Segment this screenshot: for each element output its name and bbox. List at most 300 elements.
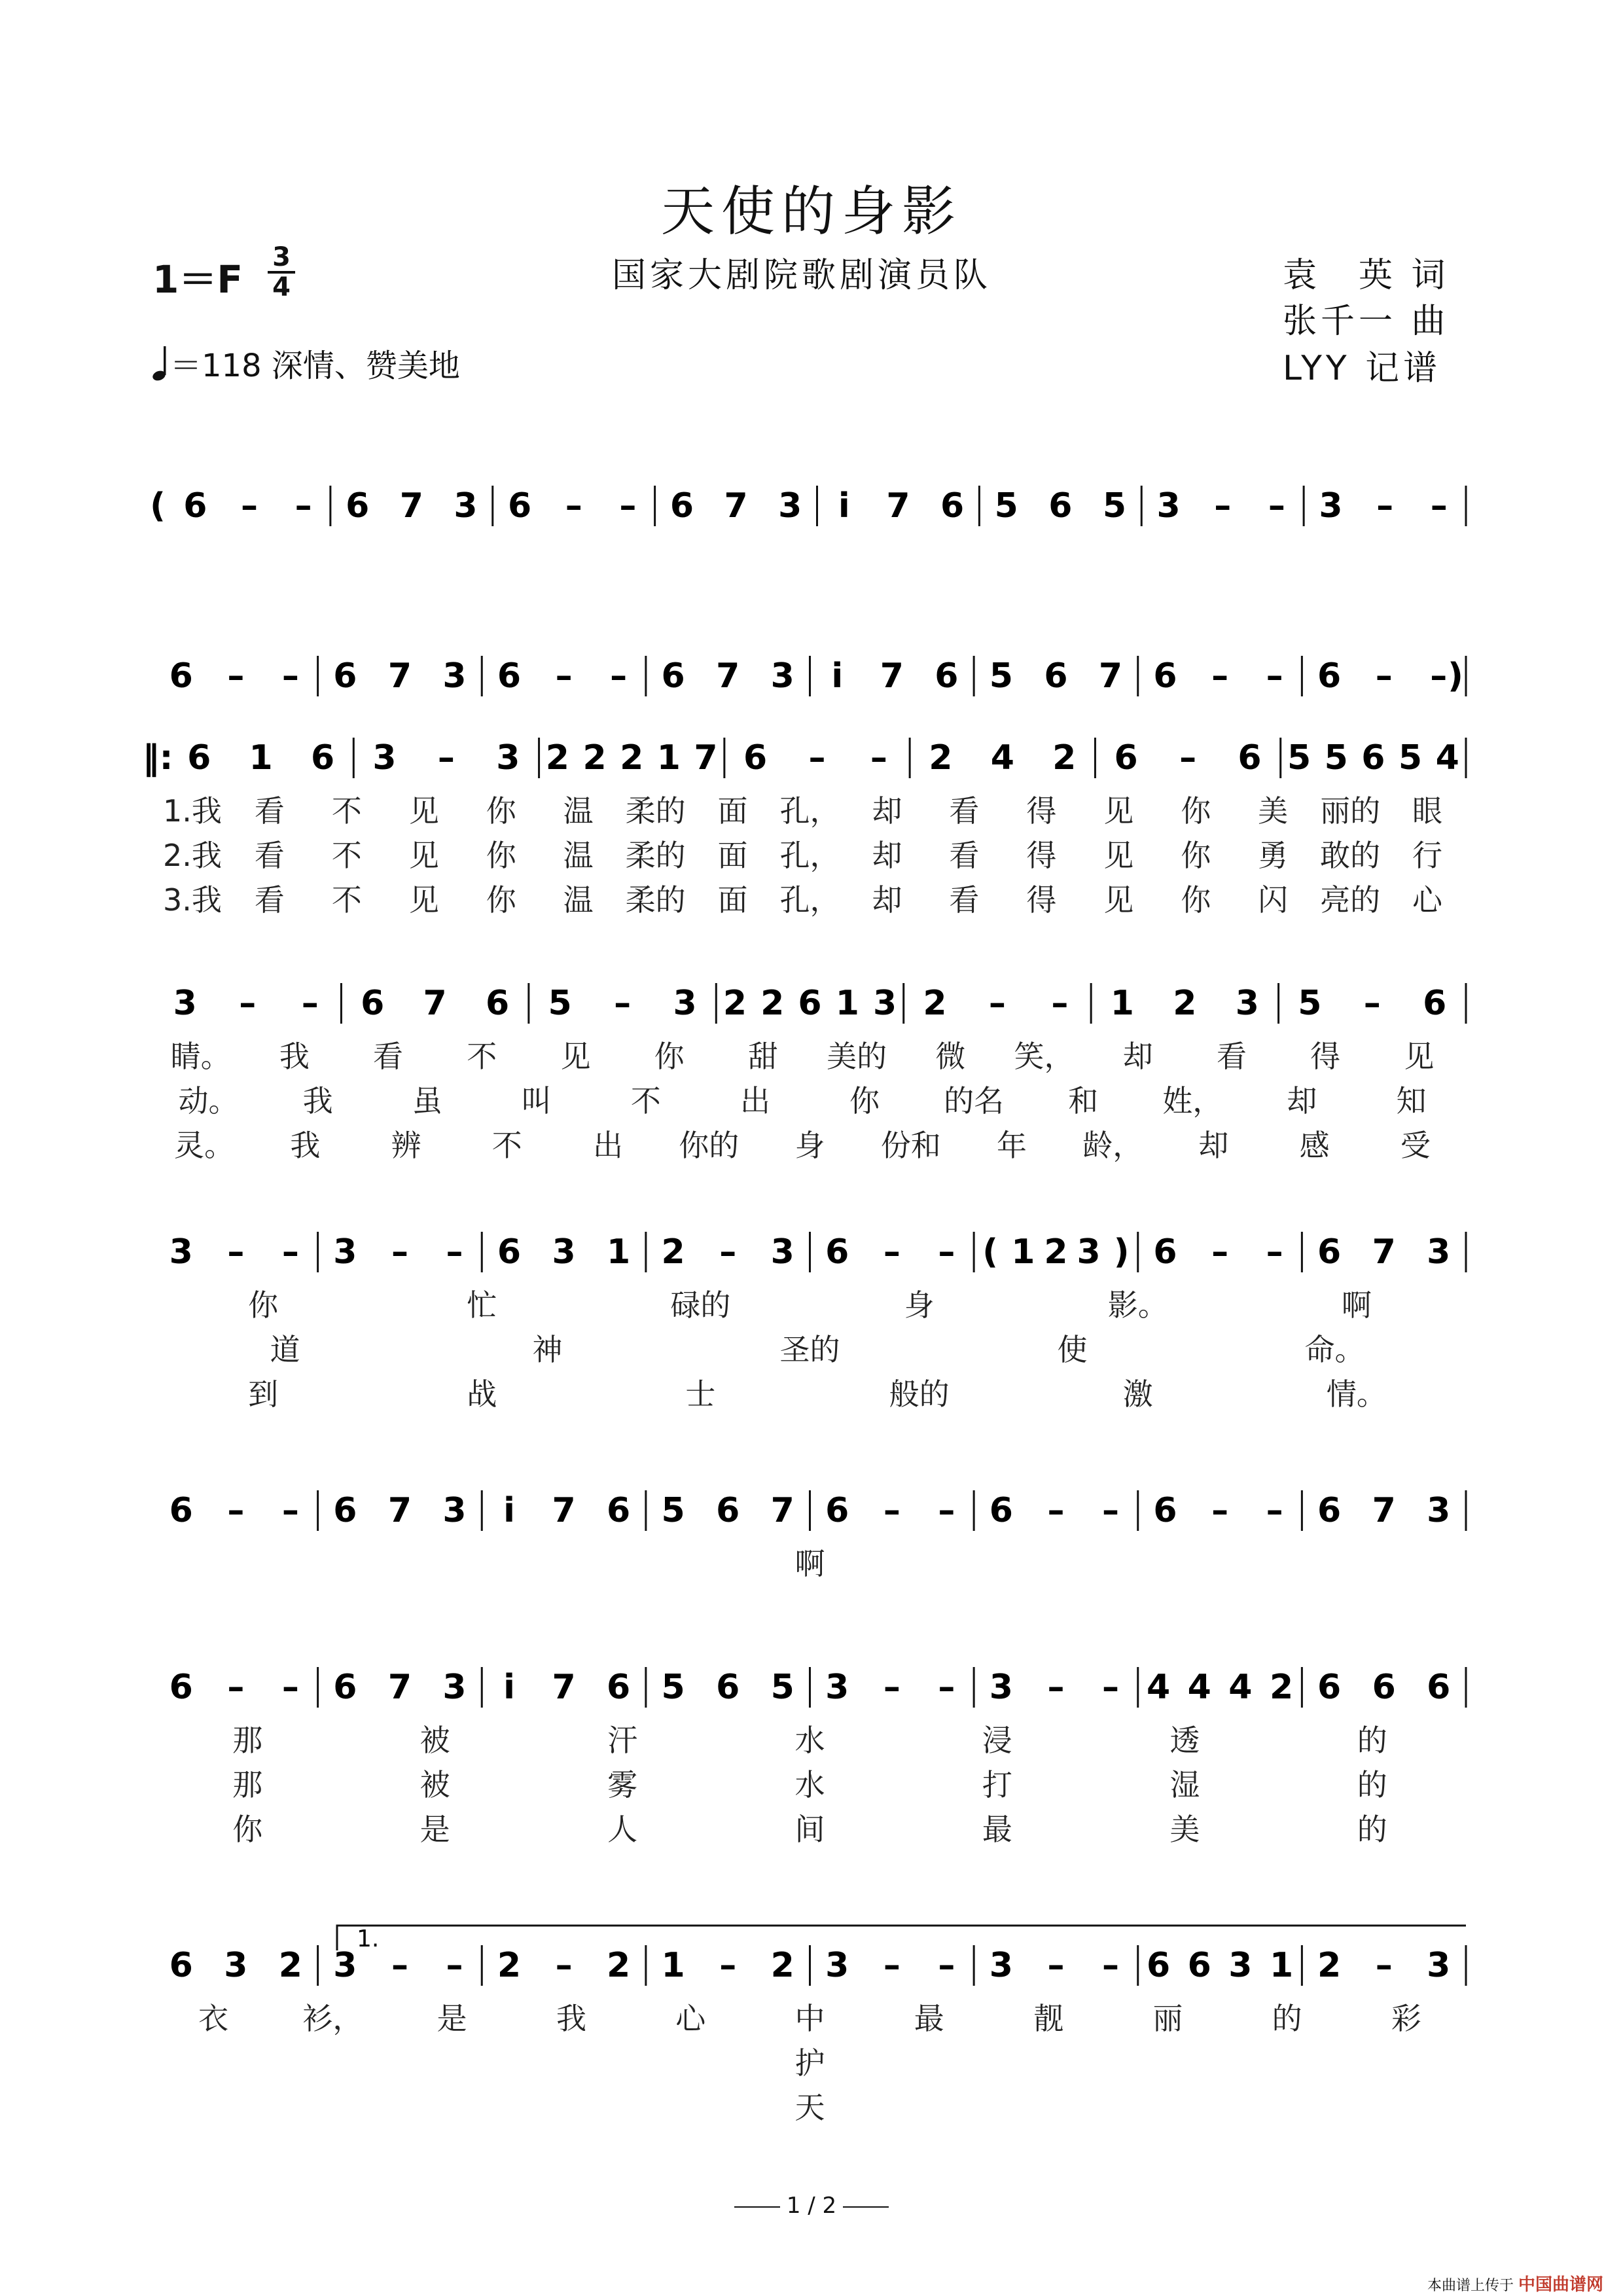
lyric: 不 [331, 793, 362, 829]
note: 7 [387, 1491, 412, 1530]
volta-number: 1. [357, 1926, 380, 1952]
lyric: 到 [248, 1376, 279, 1412]
note: – [1376, 486, 1394, 526]
note: – [281, 1491, 299, 1530]
lyric: 啊 [794, 1546, 825, 1581]
composer-credit: 张千一 曲 [1283, 302, 1450, 341]
lyric: 虽 [412, 1083, 442, 1119]
note: 6 [333, 656, 357, 696]
note: 6 [1153, 1491, 1177, 1530]
note: – [391, 1232, 408, 1272]
lyric: 你 [232, 1812, 263, 1847]
note: – [1179, 738, 1197, 778]
note: – [1047, 1946, 1065, 1985]
lyric: 那 [232, 1723, 263, 1758]
lyric: 啊 [1341, 1287, 1372, 1323]
note: 1 [1269, 1946, 1294, 1985]
note: 7 [1098, 656, 1123, 696]
note: 7 [423, 984, 447, 1023]
lyric: 的 [1272, 2001, 1302, 2036]
note: – [938, 1491, 955, 1530]
note: 2 [607, 1946, 631, 1985]
tempo-text: ＝118 深情、赞美地 [170, 348, 460, 384]
lyric: 2.我 [163, 838, 222, 873]
lyric: 是 [419, 1812, 450, 1847]
note: 6 [1114, 738, 1138, 778]
lyric: 你 [248, 1287, 279, 1323]
note: 2 [1317, 1946, 1342, 1985]
note: 5 [548, 984, 572, 1023]
note: – [1266, 1491, 1283, 1530]
note: 6 [187, 738, 211, 778]
note: 3 [825, 1668, 849, 1707]
lyric: 使 [1057, 1332, 1088, 1367]
note: 6 [361, 984, 385, 1023]
note: – [808, 738, 826, 778]
note: – [1430, 656, 1448, 696]
note: 5 [1287, 738, 1311, 778]
note: 6 [507, 486, 532, 526]
note: 6 [1372, 1668, 1396, 1707]
note: 3 [1235, 984, 1259, 1023]
note: – [281, 1668, 299, 1707]
lyric: 温 [563, 882, 594, 918]
lyric: 得 [1310, 1039, 1341, 1074]
lyric: 战 [467, 1376, 497, 1412]
lyric: 你 [486, 882, 516, 918]
lyric: 影。 [1107, 1287, 1168, 1323]
note: 1 [607, 1232, 631, 1272]
site-logo: 中国曲谱网 [1518, 2275, 1603, 2295]
tempo-marking [152, 340, 460, 386]
lyric: 道 [270, 1332, 300, 1367]
lyric: 人 [607, 1812, 638, 1847]
lyric: 却 [1122, 1039, 1153, 1074]
lyric: 间 [794, 1812, 825, 1847]
note: 3 [442, 1491, 467, 1530]
lyric: 的 [1357, 1723, 1387, 1758]
notation-system [0, 1918, 1623, 2143]
notation-system [0, 710, 1623, 935]
lyric: 行 [1412, 838, 1443, 873]
note: 5 [994, 486, 1018, 526]
note: 3 [770, 656, 794, 696]
note: i [503, 1668, 515, 1707]
lyric: 温 [563, 838, 594, 873]
note: 3 [1427, 1232, 1451, 1272]
lyric: 不 [630, 1083, 661, 1119]
lyric: 甜 [747, 1039, 778, 1074]
lyric: 不 [491, 1128, 522, 1163]
lyric: 水 [794, 1767, 825, 1803]
lyric: 和 [1068, 1083, 1099, 1119]
lyric: 被 [419, 1767, 450, 1803]
note: 1 [661, 1946, 685, 1985]
note: 6 [333, 1668, 357, 1707]
note: 6 [1153, 656, 1177, 696]
note: 4 [1187, 1668, 1211, 1707]
note: ( [982, 1232, 999, 1272]
note: 6 [798, 984, 822, 1023]
note: 3 [778, 486, 802, 526]
time-signature [265, 243, 298, 301]
note: – [1101, 1491, 1119, 1530]
note: – [1211, 1491, 1229, 1530]
lyric: 孔， [779, 838, 840, 873]
lyric: 亮的 [1320, 882, 1381, 918]
note: 4 [1435, 738, 1459, 778]
note: – [1101, 1946, 1119, 1985]
lyric: 动。 [178, 1083, 239, 1119]
lyric: 却 [872, 838, 902, 873]
note: 5 [1324, 738, 1348, 778]
lyric: 是 [437, 2001, 467, 2036]
lyric: 见 [408, 882, 439, 918]
note: 3 [333, 1232, 357, 1272]
lyric: 出 [740, 1083, 770, 1119]
lyric: 看 [949, 793, 980, 829]
note: – [1101, 1668, 1119, 1707]
lyric: 你 [1181, 882, 1211, 918]
note: 7 [770, 1491, 794, 1530]
lyric: 士 [685, 1376, 716, 1412]
lyric: 心 [675, 2001, 706, 2036]
lyric: 见 [1103, 838, 1134, 873]
note: 6 [169, 1491, 193, 1530]
transcriber-credit: LYY 记谱 [1283, 349, 1442, 388]
note: 3 [1427, 1491, 1451, 1530]
note: 3 [1228, 1946, 1253, 1985]
lyric: 见 [1103, 793, 1134, 829]
note: 7 [399, 486, 423, 526]
lyric: 身 [794, 1128, 825, 1163]
note: – [1047, 1668, 1065, 1707]
notation-system [0, 458, 1623, 550]
lyric: 却 [872, 882, 902, 918]
lyric: 得 [1026, 793, 1057, 829]
note: 7 [552, 1491, 576, 1530]
note: 6 [183, 486, 207, 526]
note: 2 [582, 738, 607, 778]
note: 3 [1077, 1232, 1101, 1272]
note: 2 [1269, 1668, 1294, 1707]
note: – [1051, 984, 1069, 1023]
lyric: 面 [717, 838, 748, 873]
note: – [294, 486, 312, 526]
lyric: 的名 [944, 1083, 1005, 1119]
lyric: 却 [1198, 1128, 1229, 1163]
lyric: 看 [254, 882, 285, 918]
note: 2 [1052, 738, 1077, 778]
note: – [1211, 656, 1229, 696]
lyric: 感 [1299, 1128, 1330, 1163]
note: 5 [989, 656, 1013, 696]
note: 2 [620, 738, 644, 778]
note: 7 [886, 486, 910, 526]
note: – [1268, 486, 1285, 526]
notation-system [0, 1463, 1623, 1599]
note: 6 [1317, 1491, 1342, 1530]
note: 3 [825, 1946, 849, 1985]
lyric: 被 [419, 1723, 450, 1758]
note: 6 [661, 656, 685, 696]
note: 3 [442, 656, 467, 696]
lyric: 身 [904, 1287, 935, 1323]
lyric: 见 [560, 1039, 591, 1074]
note: 3 [1156, 486, 1181, 526]
lyric: 份和 [880, 1128, 941, 1163]
notation-system [0, 628, 1623, 720]
note: – [883, 1491, 901, 1530]
note: 3 [173, 984, 197, 1023]
note: 6 [1044, 656, 1068, 696]
note: 2 [1044, 1232, 1068, 1272]
lyric: 水 [794, 1723, 825, 1758]
note: 6 [716, 1668, 740, 1707]
lyricist-credit: 袁 英 词 [1283, 256, 1450, 295]
lyric: 看 [254, 793, 285, 829]
note: 2 [1173, 984, 1197, 1023]
note: 6 [607, 1668, 631, 1707]
note: 6 [497, 656, 522, 696]
lyric: 心 [1412, 882, 1443, 918]
lyric: 我 [556, 2001, 586, 2036]
note: 2 [770, 1946, 794, 1985]
lyric: 见 [408, 838, 439, 873]
lyric: 敢的 [1320, 838, 1381, 873]
note: 3 [496, 738, 520, 778]
lyric: 美 [1169, 1812, 1200, 1847]
lyric: 柔的 [625, 793, 686, 829]
note: – [883, 1946, 901, 1985]
notation-system [0, 1640, 1623, 1865]
upload-note: 本曲谱上传于 中国曲谱网 [1427, 2275, 1603, 2295]
lyric: 你 [486, 838, 516, 873]
note: 3 [989, 1668, 1013, 1707]
lyric: 天 [794, 2090, 825, 2125]
note: – [446, 1946, 463, 1985]
lyric: 看 [1216, 1039, 1247, 1074]
note: i [838, 486, 850, 526]
lyric: 激 [1122, 1376, 1153, 1412]
note: – [1047, 1491, 1065, 1530]
lyric: 最 [982, 1812, 1012, 1847]
note: 1 [249, 738, 273, 778]
lyric: 美的 [827, 1039, 887, 1074]
note: 6 [169, 1946, 193, 1985]
note: 5 [770, 1668, 794, 1707]
note: – [1266, 656, 1283, 696]
note: 2 [760, 984, 785, 1023]
note: 3 [1427, 1946, 1451, 1985]
notation-system [0, 956, 1623, 1181]
note: 4 [990, 738, 1014, 778]
lyric: 灵。 [174, 1128, 235, 1163]
lyric: 最 [914, 2001, 944, 2036]
note: – [281, 656, 299, 696]
note: 2 [923, 984, 947, 1023]
lyric: 透 [1169, 1723, 1200, 1758]
note: 6 [1317, 656, 1342, 696]
note: 1 [835, 984, 859, 1023]
note: 1 [656, 738, 681, 778]
note: 6 [825, 1491, 849, 1530]
lyric: 孔， [779, 882, 840, 918]
note: – [1363, 984, 1381, 1023]
note: 3 [454, 486, 478, 526]
note: 7 [387, 656, 412, 696]
lyric: 受 [1400, 1128, 1431, 1163]
note: 5 [1398, 738, 1423, 778]
note: – [555, 656, 573, 696]
note: 2 [929, 738, 953, 778]
note: – [938, 1232, 955, 1272]
note: – [719, 1232, 737, 1272]
note: 7 [880, 656, 904, 696]
note: – [1375, 1946, 1393, 1985]
lyric: 面 [717, 882, 748, 918]
lyric: 年 [996, 1128, 1027, 1163]
note: – [1266, 1232, 1283, 1272]
lyric: 打 [982, 1767, 1012, 1803]
note: 7 [1372, 1491, 1396, 1530]
lyric: 靓 [1033, 2001, 1064, 2036]
note: 6 [743, 738, 768, 778]
note: – [565, 486, 582, 526]
lyric: 彩 [1391, 2001, 1421, 2036]
note: – [610, 656, 628, 696]
lyric: 般的 [889, 1376, 950, 1412]
lyric: 眼 [1412, 793, 1443, 829]
note: 6 [1317, 1668, 1342, 1707]
lyric: 得 [1026, 882, 1057, 918]
note: i [503, 1491, 515, 1530]
lyric: 你 [654, 1039, 685, 1074]
note: 2 [722, 984, 747, 1023]
note: 7 [724, 486, 748, 526]
lyric: 衣 [198, 2001, 229, 2036]
note: 6 [497, 1232, 522, 1272]
system-prefix: ( [150, 486, 166, 526]
note: – [988, 984, 1006, 1023]
lyric: 知 [1396, 1083, 1427, 1119]
performer: 国家大剧院歌剧演员队 [612, 256, 992, 295]
note: 3 [989, 1946, 1013, 1985]
lyric: 看 [254, 838, 285, 873]
note: – [938, 1668, 955, 1707]
note: – [614, 984, 632, 1023]
note: 6 [1146, 1946, 1171, 1985]
note: 5 [661, 1668, 685, 1707]
note: 7 [716, 656, 740, 696]
lyric: 忙 [467, 1287, 497, 1323]
note: – [391, 1946, 408, 1985]
lyric: 你 [849, 1083, 880, 1119]
note: – [870, 738, 887, 778]
lyric: 面 [717, 793, 748, 829]
note: 5 [1298, 984, 1322, 1023]
lyric: 不 [331, 882, 362, 918]
note: 6 [607, 1491, 631, 1530]
note: – [239, 984, 257, 1023]
lyric: 勇 [1258, 838, 1289, 873]
note: 4 [1228, 1668, 1253, 1707]
note: – [555, 1946, 573, 1985]
note: 5 [1102, 486, 1127, 526]
lyric: 你 [486, 793, 516, 829]
note: 5 [661, 1491, 685, 1530]
note: 7 [387, 1668, 412, 1707]
lyric: 见 [1103, 882, 1134, 918]
system-end: ) [1448, 656, 1463, 696]
note: 3 [372, 738, 397, 778]
lyric: 叫 [521, 1083, 552, 1119]
note: – [1211, 1232, 1229, 1272]
lyric: 温 [563, 793, 594, 829]
note: 6 [1361, 738, 1385, 778]
lyric: 见 [408, 793, 439, 829]
note: 2 [497, 1946, 522, 1985]
lyric: 我 [290, 1128, 321, 1163]
note: – [437, 738, 455, 778]
note: 6 [989, 1491, 1013, 1530]
note: 6 [169, 1668, 193, 1707]
note: – [240, 486, 258, 526]
lyric: 笑， [1014, 1039, 1075, 1074]
note: 2 [545, 738, 569, 778]
note: 6 [486, 984, 510, 1023]
note: 6 [310, 738, 335, 778]
note: – [227, 1491, 245, 1530]
note: – [446, 1232, 463, 1272]
lyric: 中 [794, 2001, 825, 2036]
lyric: 那 [232, 1767, 263, 1803]
lyric: 辨 [391, 1128, 421, 1163]
note: 3 [333, 1946, 357, 1985]
lyric: 孔， [779, 793, 840, 829]
note: – [883, 1232, 901, 1272]
note: 7 [1372, 1232, 1396, 1272]
lyric: 我 [279, 1039, 310, 1074]
lyric: 不 [331, 838, 362, 873]
note: 3 [673, 984, 697, 1023]
lyric: 你 [1181, 793, 1211, 829]
note: – [227, 1668, 245, 1707]
note: 4 [1146, 1668, 1171, 1707]
note: 6 [1427, 1668, 1451, 1707]
lyric: 丽的 [1320, 793, 1381, 829]
lyric: 闪 [1258, 882, 1289, 918]
lyric: 微 [935, 1039, 966, 1074]
note: 6 [935, 656, 959, 696]
note: 1 [1011, 1232, 1035, 1272]
note: 3 [552, 1232, 576, 1272]
lyric: 你 [1181, 838, 1211, 873]
lyric: 1.我 [163, 793, 222, 829]
lyric: 出 [593, 1128, 624, 1163]
note: – [281, 1232, 299, 1272]
note: – [938, 1946, 955, 1985]
lyric: 柔的 [625, 838, 686, 873]
lyric: 命。 [1304, 1332, 1365, 1367]
lyric: 却 [1287, 1083, 1317, 1119]
note: 6 [333, 1491, 357, 1530]
note: – [719, 1946, 737, 1985]
note: – [227, 1232, 245, 1272]
note: 3 [872, 984, 897, 1023]
note: – [1430, 486, 1448, 526]
lyric: 浸 [982, 1723, 1012, 1758]
